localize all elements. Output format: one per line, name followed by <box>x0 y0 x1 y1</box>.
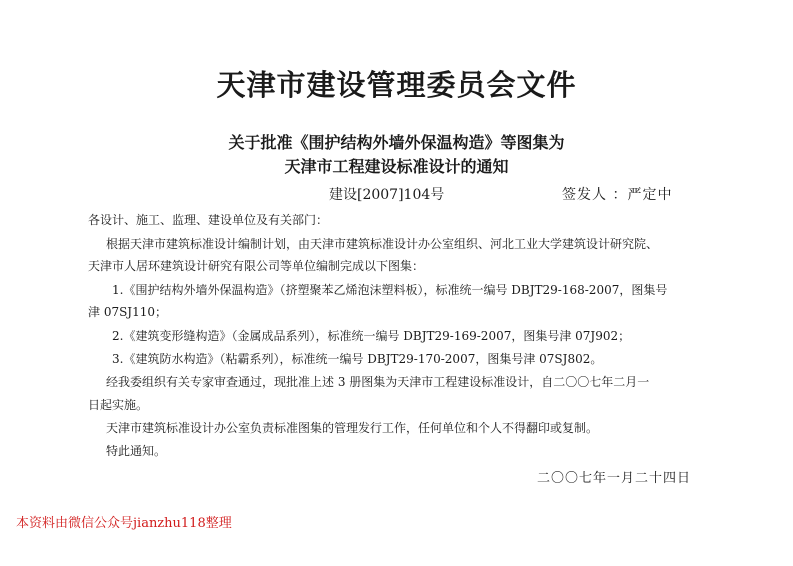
list-item-2: 2.《建筑变形缝构造》（金属成品系列），标准统一编号 DBJT29-169-2007，图集号津 07J902； <box>112 329 631 343</box>
source-note: 本资料由微信公众号jianzhu118整理 <box>16 516 232 531</box>
paragraph-3: 天津市建筑标准设计办公室负责标准图集的管理发行工作，任何单位和个人不得翻印或复制。 <box>106 421 599 435</box>
document-number: 建设[2007]104号 <box>329 187 445 203</box>
list-item-3: 3.《建筑防水构造》（粘霸系列），标准统一编号 DBJT29-170-2007，图集号津 07SJ802。 <box>112 352 603 366</box>
document-title: 天津市建设管理委员会文件 <box>216 68 577 102</box>
paragraph-1-line-2: 天津市人居环建筑设计研究有限公司等单位编制完成以下图集： <box>88 259 425 273</box>
paragraph-1-line-1: 根据天津市建筑标准设计编制计划，由天津市建筑标准设计办公室组织、河北工业大学建筑设计研究院、 <box>106 237 659 251</box>
notice-subtitle-line-2: 天津市工程建设标准设计的通知 <box>284 157 509 176</box>
closing-line: 特此通知。 <box>106 444 167 458</box>
paragraph-2-line-1: 经我委组织有关专家审查通过，现批准上述 3 册图集为天津市工程建设标准设计，自二〇〇七年二月一 <box>106 375 650 389</box>
list-item-1-line-2: 津 07SJ110； <box>88 305 168 319</box>
paragraph-2-line-2: 日起实施。 <box>88 398 149 412</box>
signer: 签发人 ：严定中 <box>562 187 673 203</box>
list-item-1-line-1: 1.《围护结构外墙外保温构造》（挤塑聚苯乙烯泡沫塑料板），标准统一编号 DBJT29-168-2007，图集号 <box>112 283 668 297</box>
salutation: 各设计、施工、监理、建设单位及有关部门： <box>88 213 329 227</box>
issue-date: 二〇〇七年一月二十四日 <box>537 471 692 486</box>
notice-subtitle-line-1: 关于批准《围护结构外墙外保温构造》等图集为 <box>228 133 565 152</box>
